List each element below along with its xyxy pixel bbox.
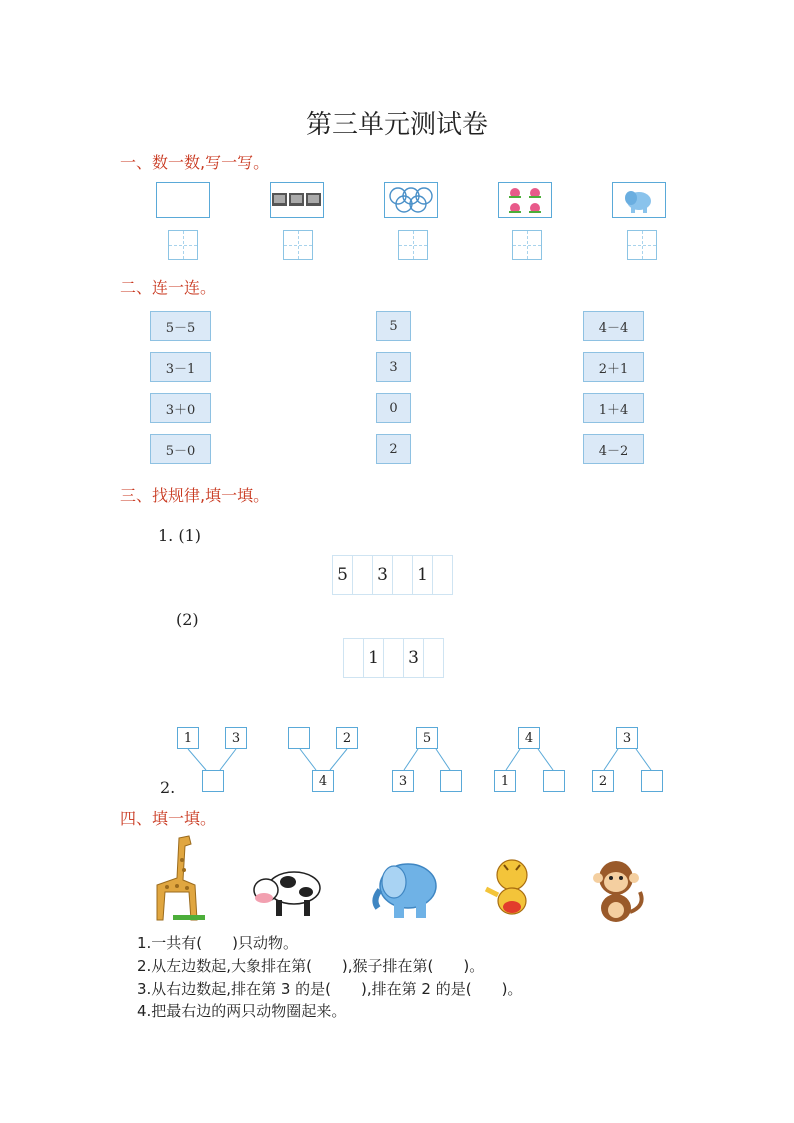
tiger-icon (482, 855, 544, 925)
section-3-heading: 三、找规律,填一填。 (120, 486, 270, 505)
question-2-label: 2. (160, 778, 176, 797)
bond-1-top-right[interactable]: 3 (225, 727, 247, 749)
bond-4-top[interactable]: 4 (518, 727, 540, 749)
monkey-icon (588, 856, 650, 924)
middle-card[interactable]: 3 (376, 352, 411, 382)
bond-2-top-right[interactable]: 2 (336, 727, 358, 749)
right-card[interactable]: 4－2 (583, 434, 644, 464)
bond-3-top[interactable]: 5 (416, 727, 438, 749)
right-card[interactable]: 2＋1 (583, 352, 644, 382)
bond-4-left[interactable]: 1 (494, 770, 516, 792)
bond-5-top[interactable]: 3 (616, 727, 638, 749)
bond-2-top-left[interactable] (288, 727, 310, 749)
giraffe-icon (145, 830, 207, 925)
pattern-cell[interactable]: 3 (372, 555, 393, 595)
section-4-heading: 四、填一填。 (120, 809, 217, 828)
section-2-heading: 二、连一连。 (120, 278, 217, 297)
page-title: 第三单元测试卷 (305, 110, 488, 140)
right-card[interactable]: 4－4 (583, 311, 644, 341)
question-1-1-label: 1. (1) (158, 526, 202, 545)
bond-1-bottom[interactable] (202, 770, 224, 792)
section-1-heading: 一、数一数,写一写。 (120, 153, 270, 172)
left-card[interactable]: 5－0 (150, 434, 211, 464)
question-1-2-label: (2) (176, 610, 199, 629)
left-card[interactable]: 3－1 (150, 352, 211, 382)
elephant-icon (368, 854, 440, 924)
pattern-cell[interactable]: 1 (412, 555, 433, 595)
pattern-cell[interactable]: 5 (332, 555, 353, 595)
bond-3-left[interactable]: 3 (392, 770, 414, 792)
cow-icon (248, 860, 328, 922)
left-card[interactable]: 3＋0 (150, 393, 211, 423)
fill-question-3: 3.从右边数起,排在第 3 的是( ),排在第 2 的是( )。 (137, 980, 523, 998)
bond-5-right[interactable] (641, 770, 663, 792)
middle-card[interactable]: 5 (376, 311, 411, 341)
bond-3-right[interactable] (440, 770, 462, 792)
left-card[interactable]: 5－5 (150, 311, 211, 341)
fill-question-2: 2.从左边数起,大象排在第( ),猴子排在第( )。 (137, 957, 485, 975)
pattern-cell[interactable]: 1 (363, 638, 384, 678)
bond-4-right[interactable] (543, 770, 565, 792)
bond-1-top-left[interactable]: 1 (177, 727, 199, 749)
right-card[interactable]: 1＋4 (583, 393, 644, 423)
bond-5-left[interactable]: 2 (592, 770, 614, 792)
bond-2-bottom[interactable]: 4 (312, 770, 334, 792)
pattern-cell[interactable]: 3 (403, 638, 424, 678)
fill-question-1: 1.一共有( )只动物。 (137, 934, 299, 952)
fill-question-4: 4.把最右边的两只动物圈起来。 (137, 1002, 347, 1020)
middle-card[interactable]: 0 (376, 393, 411, 423)
middle-card[interactable]: 2 (376, 434, 411, 464)
